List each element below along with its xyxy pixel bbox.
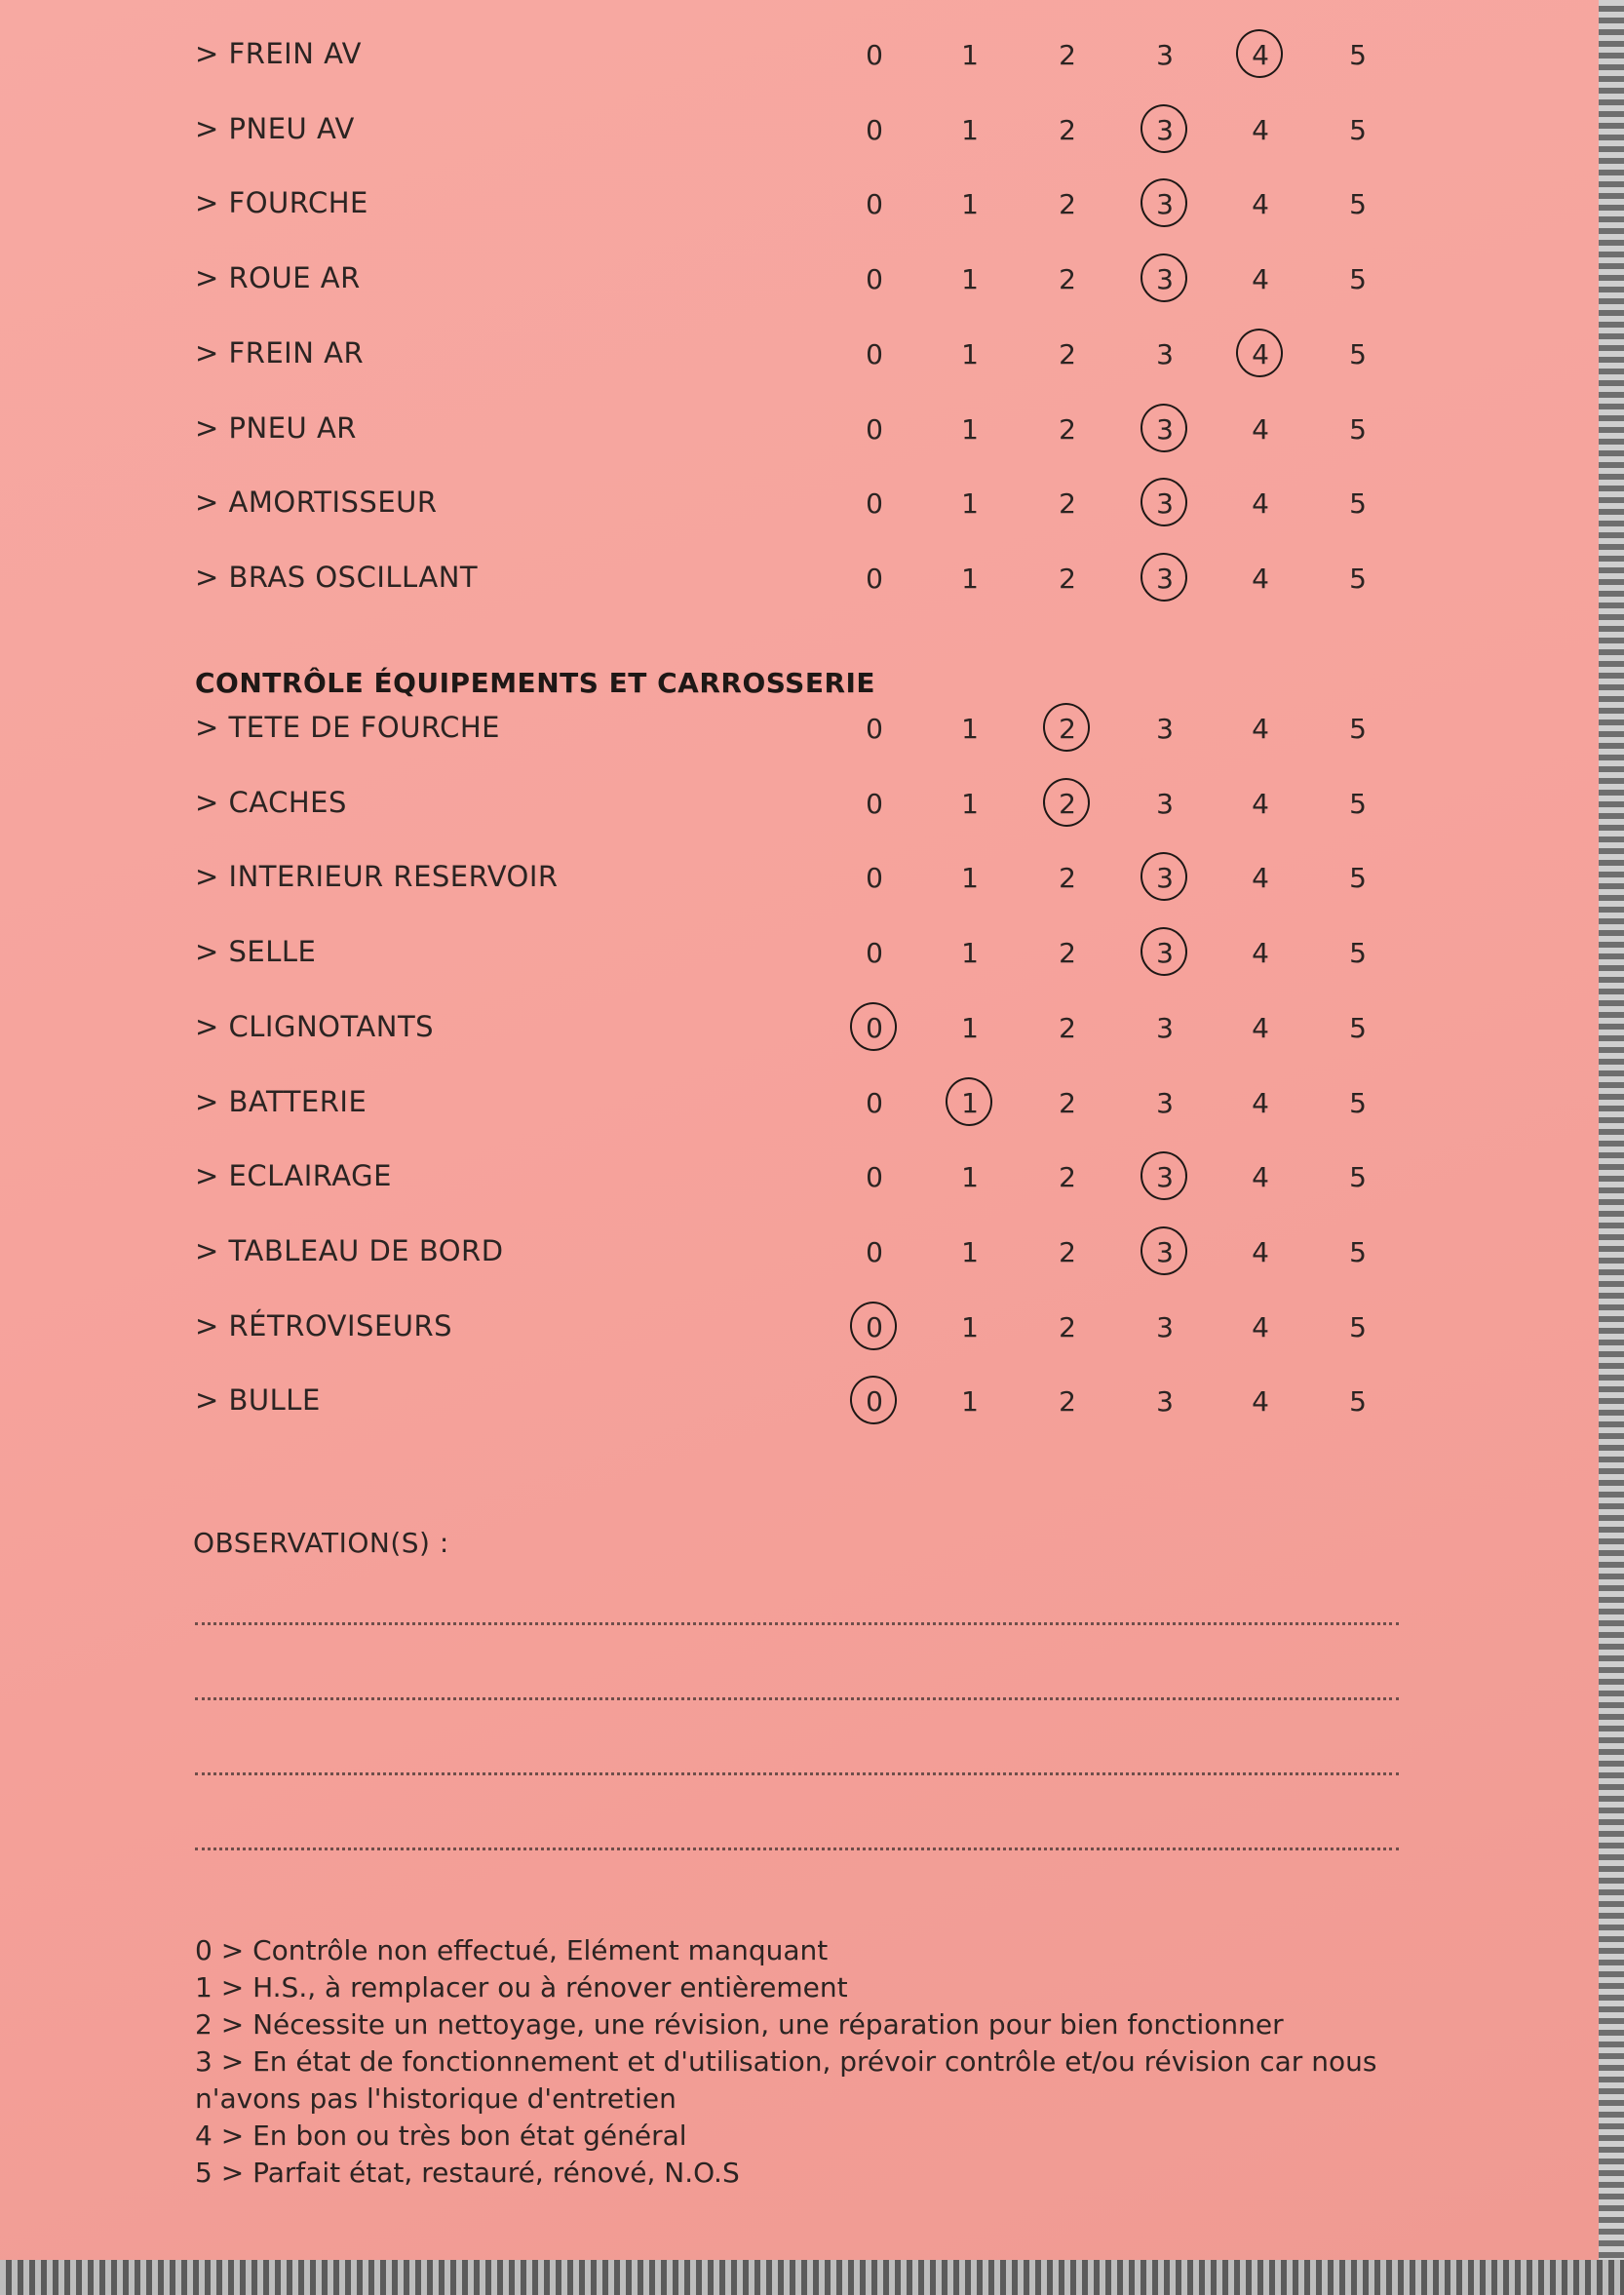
score-option[interactable]: 3 bbox=[1156, 1385, 1174, 1419]
observation-line[interactable] bbox=[195, 1697, 1399, 1700]
selected-score-circle bbox=[1138, 175, 1190, 230]
check-row bbox=[0, 325, 1599, 383]
selected-score-circle bbox=[1138, 101, 1190, 156]
check-row bbox=[0, 400, 1599, 458]
section-title: CONTRÔLE ÉQUIPEMENTS ET CARROSSERIE bbox=[195, 667, 876, 699]
selected-score-circle bbox=[1138, 1148, 1190, 1203]
legend-line: 5 > Parfait état, restauré, rénové, N.O.S bbox=[195, 2157, 740, 2189]
score-option[interactable]: 3 bbox=[1156, 1011, 1174, 1044]
score-option[interactable]: 4 bbox=[1252, 862, 1269, 895]
check-label: > BATTERIE bbox=[195, 1084, 367, 1118]
selected-score-circle bbox=[1138, 251, 1190, 305]
check-row bbox=[0, 549, 1599, 607]
check-row bbox=[0, 175, 1599, 233]
observation-line[interactable] bbox=[195, 1848, 1399, 1850]
selected-score-circle bbox=[847, 1298, 900, 1352]
score-option[interactable]: 0 bbox=[866, 487, 883, 521]
selected-score-circle bbox=[1040, 775, 1093, 830]
score-option[interactable]: 5 bbox=[1349, 1310, 1367, 1343]
score-option[interactable]: 4 bbox=[1252, 113, 1269, 146]
score-option[interactable]: 4 bbox=[1252, 1310, 1269, 1343]
check-label: > FREIN AV bbox=[195, 37, 362, 70]
score-option[interactable]: 4 bbox=[1252, 1086, 1269, 1119]
score-option[interactable]: 1 bbox=[961, 263, 979, 296]
observation-line[interactable] bbox=[195, 1772, 1399, 1775]
score-option[interactable]: 5 bbox=[1349, 713, 1367, 745]
score-option[interactable]: 0 bbox=[866, 1310, 883, 1343]
score-option[interactable]: 3 bbox=[1156, 263, 1174, 296]
score-option[interactable]: 1 bbox=[961, 787, 979, 820]
check-label: > CACHES bbox=[195, 785, 347, 819]
check-row bbox=[0, 998, 1599, 1057]
check-row bbox=[0, 923, 1599, 982]
score-option[interactable]: 3 bbox=[1156, 1235, 1174, 1268]
score-option[interactable]: 0 bbox=[866, 39, 883, 71]
observations-label: OBSERVATION(S) : bbox=[193, 1527, 449, 1559]
score-option[interactable]: 2 bbox=[1059, 787, 1076, 820]
score-option[interactable]: 1 bbox=[961, 487, 979, 521]
check-row bbox=[0, 1073, 1599, 1132]
score-option[interactable]: 3 bbox=[1156, 412, 1174, 446]
score-option[interactable]: 3 bbox=[1156, 337, 1174, 370]
score-option[interactable]: 2 bbox=[1059, 188, 1076, 221]
selected-score-circle bbox=[1233, 326, 1286, 380]
score-option[interactable]: 4 bbox=[1252, 263, 1269, 296]
score-option[interactable]: 4 bbox=[1252, 1385, 1269, 1419]
selected-score-circle bbox=[1138, 849, 1190, 904]
check-row bbox=[0, 100, 1599, 159]
score-option[interactable]: 4 bbox=[1252, 562, 1269, 595]
score-option[interactable]: 1 bbox=[961, 562, 979, 595]
check-label: > SELLE bbox=[195, 935, 317, 969]
score-option[interactable]: 0 bbox=[866, 937, 883, 970]
check-label: > CLIGNOTANTS bbox=[195, 1009, 435, 1043]
check-label: > PNEU AV bbox=[195, 111, 355, 145]
score-option[interactable]: 5 bbox=[1349, 487, 1367, 521]
check-label: > PNEU AR bbox=[195, 410, 357, 445]
score-option[interactable]: 5 bbox=[1349, 1086, 1367, 1119]
score-option[interactable]: 0 bbox=[866, 1235, 883, 1268]
score-option[interactable]: 0 bbox=[866, 862, 883, 895]
legend-line: 2 > Nécessite un nettoyage, une révision, une réparation pour bien fonctionner bbox=[195, 2008, 1284, 2041]
score-option[interactable]: 0 bbox=[866, 113, 883, 146]
score-option[interactable]: 3 bbox=[1156, 787, 1174, 820]
score-option[interactable]: 2 bbox=[1059, 337, 1076, 370]
legend-line: 1 > H.S., à remplacer ou à rénover entièrement bbox=[195, 1971, 848, 2003]
selected-score-circle bbox=[1138, 475, 1190, 529]
selected-score-circle bbox=[1138, 924, 1190, 979]
check-row bbox=[0, 474, 1599, 532]
score-option[interactable]: 3 bbox=[1156, 1310, 1174, 1343]
score-option[interactable]: 2 bbox=[1059, 862, 1076, 895]
score-option[interactable]: 5 bbox=[1349, 1161, 1367, 1194]
score-option[interactable]: 3 bbox=[1156, 713, 1174, 745]
check-label: > BRAS OSCILLANT bbox=[195, 560, 479, 594]
score-option[interactable]: 0 bbox=[866, 787, 883, 820]
check-label: > FREIN AR bbox=[195, 335, 365, 370]
score-option[interactable]: 1 bbox=[961, 1235, 979, 1268]
score-option[interactable]: 5 bbox=[1349, 1011, 1367, 1044]
check-label: > RÉTROVISEURS bbox=[195, 1308, 453, 1342]
check-row bbox=[0, 774, 1599, 833]
score-option[interactable]: 5 bbox=[1349, 1385, 1367, 1419]
score-option[interactable]: 5 bbox=[1349, 562, 1367, 595]
score-option[interactable]: 5 bbox=[1349, 337, 1367, 370]
legend-line: 3 > En état de fonctionnement et d'utilisation, prévoir contrôle et/ou révision car nous bbox=[195, 2045, 1377, 2078]
score-option[interactable]: 2 bbox=[1059, 113, 1076, 146]
score-option[interactable]: 5 bbox=[1349, 937, 1367, 970]
score-option[interactable]: 1 bbox=[961, 937, 979, 970]
check-row bbox=[0, 1223, 1599, 1281]
check-row bbox=[0, 848, 1599, 907]
score-option[interactable]: 2 bbox=[1059, 1161, 1076, 1194]
score-option[interactable]: 5 bbox=[1349, 1235, 1367, 1268]
score-option[interactable]: 4 bbox=[1252, 1161, 1269, 1194]
score-option[interactable]: 1 bbox=[961, 1086, 979, 1119]
score-option[interactable]: 2 bbox=[1059, 263, 1076, 296]
score-option[interactable]: 2 bbox=[1059, 713, 1076, 745]
score-option[interactable]: 4 bbox=[1252, 1011, 1269, 1044]
selected-score-circle bbox=[1040, 700, 1093, 755]
sleeve-edge bbox=[0, 2260, 1624, 2295]
score-option[interactable]: 3 bbox=[1156, 39, 1174, 71]
check-label: > TABLEAU DE BORD bbox=[195, 1233, 504, 1267]
score-option[interactable]: 3 bbox=[1156, 487, 1174, 521]
score-option[interactable]: 4 bbox=[1252, 487, 1269, 521]
score-option[interactable]: 1 bbox=[961, 188, 979, 221]
score-option[interactable]: 1 bbox=[961, 337, 979, 370]
score-option[interactable]: 4 bbox=[1252, 787, 1269, 820]
score-option[interactable]: 4 bbox=[1252, 937, 1269, 970]
check-row bbox=[0, 1298, 1599, 1356]
score-option[interactable]: 5 bbox=[1349, 787, 1367, 820]
score-option[interactable]: 2 bbox=[1059, 1011, 1076, 1044]
score-option[interactable]: 0 bbox=[866, 188, 883, 221]
score-option[interactable]: 2 bbox=[1059, 1310, 1076, 1343]
score-option[interactable]: 1 bbox=[961, 113, 979, 146]
score-option[interactable]: 0 bbox=[866, 1086, 883, 1119]
score-option[interactable]: 5 bbox=[1349, 862, 1367, 895]
legend-line: 4 > En bon ou très bon état général bbox=[195, 2120, 687, 2152]
score-option[interactable]: 4 bbox=[1252, 412, 1269, 446]
score-option[interactable]: 5 bbox=[1349, 412, 1367, 446]
selected-score-circle bbox=[1138, 1224, 1190, 1278]
score-option[interactable]: 1 bbox=[961, 39, 979, 71]
score-option[interactable]: 5 bbox=[1349, 39, 1367, 71]
score-option[interactable]: 1 bbox=[961, 713, 979, 745]
score-option[interactable]: 0 bbox=[866, 562, 883, 595]
check-row bbox=[0, 250, 1599, 308]
score-option[interactable]: 3 bbox=[1156, 562, 1174, 595]
score-option[interactable]: 3 bbox=[1156, 113, 1174, 146]
score-option[interactable]: 0 bbox=[866, 1385, 883, 1419]
check-row bbox=[0, 1372, 1599, 1430]
score-option[interactable]: 0 bbox=[866, 713, 883, 745]
sleeve-edge bbox=[1599, 0, 1624, 2295]
selected-score-circle bbox=[943, 1073, 995, 1128]
score-option[interactable]: 2 bbox=[1059, 1086, 1076, 1119]
score-option[interactable]: 1 bbox=[961, 412, 979, 446]
check-label: > ROUE AR bbox=[195, 261, 361, 295]
check-label: > ECLAIRAGE bbox=[195, 1159, 392, 1193]
score-option[interactable]: 1 bbox=[961, 1011, 979, 1044]
score-option[interactable]: 4 bbox=[1252, 337, 1269, 370]
score-option[interactable]: 0 bbox=[866, 1011, 883, 1044]
score-option[interactable]: 1 bbox=[961, 1385, 979, 1419]
selected-score-circle bbox=[847, 999, 900, 1054]
score-option[interactable]: 2 bbox=[1059, 1235, 1076, 1268]
legend-line: 0 > Contrôle non effectué, Elément manquant bbox=[195, 1934, 829, 1966]
score-option[interactable]: 1 bbox=[961, 862, 979, 895]
score-option[interactable]: 3 bbox=[1156, 937, 1174, 970]
check-row bbox=[0, 1148, 1599, 1206]
check-row bbox=[0, 699, 1599, 758]
score-option[interactable]: 5 bbox=[1349, 113, 1367, 146]
score-option[interactable]: 3 bbox=[1156, 1086, 1174, 1119]
score-option[interactable]: 2 bbox=[1059, 1385, 1076, 1419]
score-option[interactable]: 2 bbox=[1059, 937, 1076, 970]
score-option[interactable]: 0 bbox=[866, 1161, 883, 1194]
selected-score-circle bbox=[1138, 550, 1190, 604]
score-option[interactable]: 3 bbox=[1156, 188, 1174, 221]
score-option[interactable]: 1 bbox=[961, 1310, 979, 1343]
score-option[interactable]: 4 bbox=[1252, 1235, 1269, 1268]
observation-line[interactable] bbox=[195, 1622, 1399, 1625]
score-option[interactable]: 4 bbox=[1252, 713, 1269, 745]
score-option[interactable]: 0 bbox=[866, 412, 883, 446]
score-option[interactable]: 1 bbox=[961, 1161, 979, 1194]
legend-line: n'avons pas l'historique d'entretien bbox=[195, 2082, 677, 2115]
check-label: > BULLE bbox=[195, 1383, 321, 1418]
score-option[interactable]: 5 bbox=[1349, 263, 1367, 296]
score-option[interactable]: 0 bbox=[866, 337, 883, 370]
score-option[interactable]: 3 bbox=[1156, 1161, 1174, 1194]
check-label: > TETE DE FOURCHE bbox=[195, 711, 500, 744]
score-option[interactable]: 2 bbox=[1059, 412, 1076, 446]
score-option[interactable]: 0 bbox=[866, 263, 883, 296]
score-option[interactable]: 4 bbox=[1252, 39, 1269, 71]
score-option[interactable]: 2 bbox=[1059, 562, 1076, 595]
score-option[interactable]: 2 bbox=[1059, 487, 1076, 521]
selected-score-circle bbox=[1233, 26, 1286, 81]
check-label: > INTERIEUR RESERVOIR bbox=[195, 860, 559, 894]
score-option[interactable]: 3 bbox=[1156, 862, 1174, 895]
score-option[interactable]: 4 bbox=[1252, 188, 1269, 221]
check-row bbox=[0, 25, 1599, 84]
check-label: > AMORTISSEUR bbox=[195, 486, 438, 520]
score-option[interactable]: 5 bbox=[1349, 188, 1367, 221]
selected-score-circle bbox=[1138, 400, 1190, 454]
check-label: > FOURCHE bbox=[195, 186, 368, 220]
selected-score-circle bbox=[847, 1373, 900, 1427]
score-option[interactable]: 2 bbox=[1059, 39, 1076, 71]
